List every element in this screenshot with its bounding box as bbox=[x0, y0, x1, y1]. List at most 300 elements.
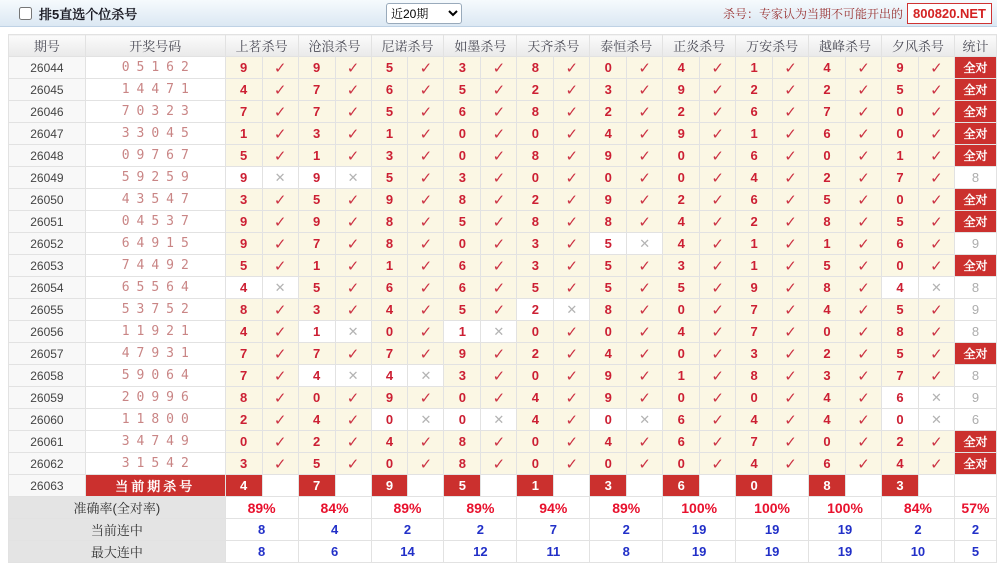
miss-mark-icon: ✕ bbox=[554, 299, 590, 321]
table-row bbox=[9, 123, 997, 145]
kill-number: 3 bbox=[444, 167, 481, 189]
hit-mark-icon: ✓ bbox=[700, 79, 736, 101]
hit-mark-icon: ✓ bbox=[262, 79, 298, 101]
hit-mark-icon: ✓ bbox=[627, 123, 663, 145]
kill-number: 0 bbox=[225, 431, 262, 453]
hit-mark-icon: ✓ bbox=[335, 299, 371, 321]
hit-mark-icon: ✓ bbox=[700, 299, 736, 321]
kill-number: 1 bbox=[298, 321, 335, 343]
table-row bbox=[9, 101, 997, 123]
hit-mark-icon: ✓ bbox=[773, 79, 809, 101]
kill-number: 2 bbox=[225, 409, 262, 431]
kill-number: 0 bbox=[736, 387, 773, 409]
winning-numbers: 43547 bbox=[85, 189, 225, 211]
kill-number: 9 bbox=[590, 189, 627, 211]
period-cell: 26044 bbox=[9, 57, 86, 79]
hit-mark-icon: ✓ bbox=[408, 189, 444, 211]
hit-mark-icon: ✓ bbox=[481, 299, 517, 321]
footer-value: 10 bbox=[881, 541, 954, 563]
miss-mark-icon: ✕ bbox=[335, 167, 371, 189]
kill-number: 2 bbox=[590, 101, 627, 123]
kill-number: 8 bbox=[444, 431, 481, 453]
kill-number: 8 bbox=[517, 101, 554, 123]
kill-number: 4 bbox=[590, 123, 627, 145]
hit-mark-icon: ✓ bbox=[481, 453, 517, 475]
kill-number: 0 bbox=[663, 145, 700, 167]
hit-mark-icon: ✓ bbox=[481, 387, 517, 409]
kill-number: 0 bbox=[663, 299, 700, 321]
hit-mark-icon: ✓ bbox=[846, 189, 882, 211]
table-row bbox=[9, 255, 997, 277]
kill-number: 5 bbox=[444, 79, 481, 101]
kill-number: 0 bbox=[590, 453, 627, 475]
kill-number: 7 bbox=[298, 79, 335, 101]
stat-cell: 全对 bbox=[954, 79, 996, 101]
miss-mark-icon: ✕ bbox=[918, 409, 954, 431]
kill-number: 3 bbox=[663, 255, 700, 277]
miss-mark-icon: ✕ bbox=[918, 387, 954, 409]
kill-number: 7 bbox=[298, 101, 335, 123]
stat-cell: 全对 bbox=[954, 101, 996, 123]
kill-number: 9 bbox=[225, 233, 262, 255]
kill-number: 0 bbox=[371, 409, 408, 431]
kill-number: 2 bbox=[663, 101, 700, 123]
table-row bbox=[9, 277, 997, 299]
kill-number: 6 bbox=[881, 233, 918, 255]
hit-mark-icon: ✓ bbox=[554, 431, 590, 453]
hit-mark-icon: ✓ bbox=[846, 57, 882, 79]
miss-mark-icon: ✕ bbox=[408, 409, 444, 431]
kill-number: 5 bbox=[881, 211, 918, 233]
kill-number: 9 bbox=[444, 343, 481, 365]
kill-number: 2 bbox=[517, 189, 554, 211]
kill-number: 2 bbox=[298, 431, 335, 453]
kill-number: 1 bbox=[736, 123, 773, 145]
current-kill-spacer bbox=[700, 475, 736, 497]
col-header-period: 期号 bbox=[9, 35, 86, 57]
kill-number: 7 bbox=[225, 365, 262, 387]
kill-number: 6 bbox=[736, 145, 773, 167]
kill-number: 9 bbox=[590, 365, 627, 387]
hit-mark-icon: ✓ bbox=[481, 167, 517, 189]
period-cell: 26063 bbox=[9, 475, 86, 497]
hit-mark-icon: ✓ bbox=[554, 409, 590, 431]
kill-number: 1 bbox=[298, 145, 335, 167]
site-watermark: 800820.NET bbox=[907, 3, 992, 24]
kill-number: 9 bbox=[371, 189, 408, 211]
hit-mark-icon: ✓ bbox=[773, 255, 809, 277]
hit-mark-icon: ✓ bbox=[700, 365, 736, 387]
hit-mark-icon: ✓ bbox=[627, 299, 663, 321]
hit-mark-icon: ✓ bbox=[700, 409, 736, 431]
miss-mark-icon: ✕ bbox=[627, 233, 663, 255]
kill-number: 0 bbox=[444, 145, 481, 167]
hit-mark-icon: ✓ bbox=[918, 189, 954, 211]
kill-number: 5 bbox=[298, 453, 335, 475]
footer-row-0 bbox=[9, 497, 997, 519]
col-header-expert-1: 沧浪杀号 bbox=[298, 35, 371, 57]
winning-numbers: 14471 bbox=[85, 79, 225, 101]
hit-mark-icon: ✓ bbox=[700, 277, 736, 299]
kill-number: 4 bbox=[736, 409, 773, 431]
kill-number: 6 bbox=[371, 277, 408, 299]
kill-number: 7 bbox=[736, 321, 773, 343]
current-kill-number: 7 bbox=[298, 475, 335, 497]
kill-number: 5 bbox=[444, 211, 481, 233]
stat-cell: 全对 bbox=[954, 123, 996, 145]
kill-number: 9 bbox=[298, 211, 335, 233]
winning-numbers: 53752 bbox=[85, 299, 225, 321]
hit-mark-icon: ✓ bbox=[408, 277, 444, 299]
kill-number: 4 bbox=[663, 57, 700, 79]
kill-number: 8 bbox=[225, 387, 262, 409]
kill-number: 6 bbox=[736, 189, 773, 211]
hit-mark-icon: ✓ bbox=[700, 321, 736, 343]
hit-mark-icon: ✓ bbox=[408, 57, 444, 79]
stat-cell: 全对 bbox=[954, 145, 996, 167]
current-kill-spacer bbox=[262, 475, 298, 497]
kill-number: 4 bbox=[298, 409, 335, 431]
col-header-expert-0: 上茗杀号 bbox=[225, 35, 298, 57]
kill-number: 6 bbox=[736, 101, 773, 123]
hit-mark-icon: ✓ bbox=[627, 277, 663, 299]
kill-number: 3 bbox=[444, 365, 481, 387]
hit-mark-icon: ✓ bbox=[773, 233, 809, 255]
footer-stat-value: 5 bbox=[954, 541, 996, 563]
hit-mark-icon: ✓ bbox=[481, 189, 517, 211]
stat-cell: 9 bbox=[954, 387, 996, 409]
footer-value: 2 bbox=[590, 519, 663, 541]
footer-value: 89% bbox=[371, 497, 444, 519]
table-row bbox=[9, 365, 997, 387]
kill-number: 4 bbox=[371, 299, 408, 321]
hit-mark-icon: ✓ bbox=[481, 79, 517, 101]
kill-number: 7 bbox=[371, 343, 408, 365]
hit-mark-icon: ✓ bbox=[481, 145, 517, 167]
kill-number: 0 bbox=[663, 453, 700, 475]
kill-number: 0 bbox=[298, 387, 335, 409]
kill-number: 4 bbox=[663, 233, 700, 255]
current-kill-spacer bbox=[335, 475, 371, 497]
hit-mark-icon: ✓ bbox=[408, 453, 444, 475]
table-row bbox=[9, 431, 997, 453]
kill-number: 9 bbox=[225, 57, 262, 79]
table-row bbox=[9, 57, 997, 79]
period-cell: 26050 bbox=[9, 189, 86, 211]
hit-mark-icon: ✓ bbox=[627, 365, 663, 387]
kill-number: 3 bbox=[298, 123, 335, 145]
kill-number: 5 bbox=[298, 189, 335, 211]
period-cell: 26052 bbox=[9, 233, 86, 255]
hit-mark-icon: ✓ bbox=[846, 255, 882, 277]
table-row bbox=[9, 321, 997, 343]
kill-number: 0 bbox=[517, 123, 554, 145]
winning-numbers: 59064 bbox=[85, 365, 225, 387]
period-cell: 26056 bbox=[9, 321, 86, 343]
hit-mark-icon: ✓ bbox=[918, 453, 954, 475]
hit-mark-icon: ✓ bbox=[773, 409, 809, 431]
kill-number: 9 bbox=[590, 145, 627, 167]
current-kill-spacer bbox=[627, 475, 663, 497]
hit-mark-icon: ✓ bbox=[262, 211, 298, 233]
hit-mark-icon: ✓ bbox=[773, 299, 809, 321]
hit-mark-icon: ✓ bbox=[481, 255, 517, 277]
footer-label: 最大连中 bbox=[9, 541, 226, 563]
kill-number: 0 bbox=[590, 321, 627, 343]
kill-number: 3 bbox=[736, 343, 773, 365]
hit-mark-icon: ✓ bbox=[918, 431, 954, 453]
footer-value: 89% bbox=[590, 497, 663, 519]
hit-mark-icon: ✓ bbox=[335, 189, 371, 211]
hit-mark-icon: ✓ bbox=[627, 189, 663, 211]
hit-mark-icon: ✓ bbox=[554, 167, 590, 189]
kill-number: 0 bbox=[809, 145, 846, 167]
hit-mark-icon: ✓ bbox=[481, 101, 517, 123]
footer-value: 19 bbox=[663, 519, 736, 541]
hit-mark-icon: ✓ bbox=[627, 211, 663, 233]
hit-mark-icon: ✓ bbox=[262, 57, 298, 79]
hit-mark-icon: ✓ bbox=[408, 299, 444, 321]
kill-number: 4 bbox=[809, 57, 846, 79]
hit-mark-icon: ✓ bbox=[262, 387, 298, 409]
col-header-expert-4: 天齐杀号 bbox=[517, 35, 590, 57]
period-cell: 26054 bbox=[9, 277, 86, 299]
stat-cell: 8 bbox=[954, 321, 996, 343]
hit-mark-icon: ✓ bbox=[335, 145, 371, 167]
kill-number: 6 bbox=[663, 409, 700, 431]
kill-number: 0 bbox=[517, 321, 554, 343]
hit-mark-icon: ✓ bbox=[627, 453, 663, 475]
table-row bbox=[9, 211, 997, 233]
hit-mark-icon: ✓ bbox=[627, 57, 663, 79]
col-header-stats: 统计 bbox=[954, 35, 996, 57]
kill-number: 0 bbox=[663, 167, 700, 189]
miss-mark-icon: ✕ bbox=[262, 277, 298, 299]
hit-mark-icon: ✓ bbox=[700, 167, 736, 189]
hit-mark-icon: ✓ bbox=[627, 431, 663, 453]
winning-numbers: 11800 bbox=[85, 409, 225, 431]
kill-number: 7 bbox=[225, 101, 262, 123]
table-row bbox=[9, 167, 997, 189]
hit-mark-icon: ✓ bbox=[554, 321, 590, 343]
kill-number: 4 bbox=[809, 299, 846, 321]
current-kill-number: 4 bbox=[225, 475, 262, 497]
period-cell: 26049 bbox=[9, 167, 86, 189]
hit-mark-icon: ✓ bbox=[773, 365, 809, 387]
kill-number: 0 bbox=[444, 409, 481, 431]
winning-numbers: 09767 bbox=[85, 145, 225, 167]
hit-mark-icon: ✓ bbox=[773, 145, 809, 167]
kill-number: 0 bbox=[809, 431, 846, 453]
hit-mark-icon: ✓ bbox=[773, 57, 809, 79]
current-kill-spacer bbox=[918, 475, 954, 497]
winning-numbers: 04537 bbox=[85, 211, 225, 233]
hit-mark-icon: ✓ bbox=[700, 145, 736, 167]
footer-value: 2 bbox=[444, 519, 517, 541]
kill-number: 5 bbox=[371, 167, 408, 189]
kill-number: 9 bbox=[225, 167, 262, 189]
hit-mark-icon: ✓ bbox=[918, 79, 954, 101]
kill-number: 0 bbox=[881, 189, 918, 211]
section-header bbox=[0, 0, 997, 27]
kill-number: 7 bbox=[881, 167, 918, 189]
hit-mark-icon: ✓ bbox=[408, 79, 444, 101]
kill-number: 2 bbox=[736, 79, 773, 101]
period-cell: 26045 bbox=[9, 79, 86, 101]
footer-value: 6 bbox=[298, 541, 371, 563]
current-kill-number: 3 bbox=[881, 475, 918, 497]
table-row bbox=[9, 387, 997, 409]
kill-number: 8 bbox=[809, 211, 846, 233]
kill-number: 9 bbox=[225, 211, 262, 233]
kill-number: 4 bbox=[809, 409, 846, 431]
kill-number: 4 bbox=[517, 387, 554, 409]
hit-mark-icon: ✓ bbox=[481, 277, 517, 299]
current-kill-number: 1 bbox=[517, 475, 554, 497]
stat-cell: 全对 bbox=[954, 431, 996, 453]
hit-mark-icon: ✓ bbox=[262, 145, 298, 167]
kill-number: 9 bbox=[663, 79, 700, 101]
kill-number: 2 bbox=[517, 299, 554, 321]
miss-mark-icon: ✕ bbox=[335, 365, 371, 387]
hit-mark-icon: ✓ bbox=[335, 387, 371, 409]
footer-value: 19 bbox=[736, 541, 809, 563]
miss-mark-icon: ✕ bbox=[918, 277, 954, 299]
hit-mark-icon: ✓ bbox=[700, 189, 736, 211]
hit-mark-icon: ✓ bbox=[335, 101, 371, 123]
hit-mark-icon: ✓ bbox=[700, 343, 736, 365]
hit-mark-icon: ✓ bbox=[918, 167, 954, 189]
table-row bbox=[9, 409, 997, 431]
kill-number: 3 bbox=[444, 57, 481, 79]
kill-number: 4 bbox=[517, 409, 554, 431]
hit-mark-icon: ✓ bbox=[335, 255, 371, 277]
table-row bbox=[9, 79, 997, 101]
table-row bbox=[9, 145, 997, 167]
kill-number: 5 bbox=[663, 277, 700, 299]
footer-value: 8 bbox=[590, 541, 663, 563]
footer-label: 当前连中 bbox=[9, 519, 226, 541]
hit-mark-icon: ✓ bbox=[554, 123, 590, 145]
kill-number-table bbox=[8, 34, 997, 563]
kill-number: 7 bbox=[736, 299, 773, 321]
page-title: 排5直选个位杀号 bbox=[39, 6, 138, 22]
hit-mark-icon: ✓ bbox=[627, 167, 663, 189]
stat-cell: 全对 bbox=[954, 453, 996, 475]
current-kill-number: 3 bbox=[590, 475, 627, 497]
kill-number: 5 bbox=[881, 299, 918, 321]
kill-number: 5 bbox=[371, 57, 408, 79]
kill-number: 8 bbox=[225, 299, 262, 321]
footer-value: 19 bbox=[809, 519, 882, 541]
kill-number: 0 bbox=[809, 321, 846, 343]
hit-mark-icon: ✓ bbox=[262, 255, 298, 277]
hit-mark-icon: ✓ bbox=[700, 255, 736, 277]
miss-mark-icon: ✕ bbox=[627, 409, 663, 431]
hit-mark-icon: ✓ bbox=[918, 211, 954, 233]
kill-number: 1 bbox=[444, 321, 481, 343]
footer-value: 84% bbox=[298, 497, 371, 519]
col-header-expert-5: 泰恒杀号 bbox=[590, 35, 663, 57]
period-cell: 26058 bbox=[9, 365, 86, 387]
hit-mark-icon: ✓ bbox=[481, 123, 517, 145]
winning-numbers: 70323 bbox=[85, 101, 225, 123]
hit-mark-icon: ✓ bbox=[481, 57, 517, 79]
hit-mark-icon: ✓ bbox=[335, 211, 371, 233]
footer-value: 19 bbox=[663, 541, 736, 563]
kill-number: 1 bbox=[298, 255, 335, 277]
kill-number: 4 bbox=[736, 453, 773, 475]
section-checkbox[interactable] bbox=[19, 7, 32, 20]
kill-number: 6 bbox=[881, 387, 918, 409]
period-range-select[interactable] bbox=[386, 3, 462, 24]
col-header-expert-9: 夕风杀号 bbox=[881, 35, 954, 57]
kill-number: 8 bbox=[517, 211, 554, 233]
kill-number: 8 bbox=[736, 365, 773, 387]
kill-number: 2 bbox=[809, 167, 846, 189]
hit-mark-icon: ✓ bbox=[335, 431, 371, 453]
kill-number: 1 bbox=[736, 233, 773, 255]
hit-mark-icon: ✓ bbox=[627, 145, 663, 167]
kill-number: 1 bbox=[225, 123, 262, 145]
kill-number: 9 bbox=[736, 277, 773, 299]
period-cell: 26053 bbox=[9, 255, 86, 277]
stat-cell: 全对 bbox=[954, 211, 996, 233]
footer-row-1 bbox=[9, 519, 997, 541]
winning-numbers: 33045 bbox=[85, 123, 225, 145]
hit-mark-icon: ✓ bbox=[700, 211, 736, 233]
table-row bbox=[9, 343, 997, 365]
hit-mark-icon: ✓ bbox=[846, 343, 882, 365]
col-header-expert-7: 万安杀号 bbox=[736, 35, 809, 57]
winning-numbers: 74492 bbox=[85, 255, 225, 277]
hit-mark-icon: ✓ bbox=[700, 57, 736, 79]
winning-numbers: 64915 bbox=[85, 233, 225, 255]
period-cell: 26059 bbox=[9, 387, 86, 409]
kill-number: 3 bbox=[298, 299, 335, 321]
hit-mark-icon: ✓ bbox=[262, 123, 298, 145]
kill-number: 2 bbox=[809, 79, 846, 101]
footer-row-2 bbox=[9, 541, 997, 563]
hit-mark-icon: ✓ bbox=[627, 101, 663, 123]
kill-number: 4 bbox=[663, 211, 700, 233]
kill-number: 8 bbox=[590, 299, 627, 321]
hit-mark-icon: ✓ bbox=[918, 145, 954, 167]
miss-mark-icon: ✕ bbox=[481, 321, 517, 343]
kill-number: 4 bbox=[736, 167, 773, 189]
footer-value: 2 bbox=[881, 519, 954, 541]
hit-mark-icon: ✓ bbox=[700, 123, 736, 145]
hit-mark-icon: ✓ bbox=[846, 453, 882, 475]
hit-mark-icon: ✓ bbox=[408, 211, 444, 233]
kill-number: 9 bbox=[298, 167, 335, 189]
hit-mark-icon: ✓ bbox=[554, 453, 590, 475]
hit-mark-icon: ✓ bbox=[262, 101, 298, 123]
hit-mark-icon: ✓ bbox=[335, 57, 371, 79]
footer-value: 12 bbox=[444, 541, 517, 563]
current-kill-number: 0 bbox=[736, 475, 773, 497]
kill-number: 9 bbox=[298, 57, 335, 79]
hit-mark-icon: ✓ bbox=[481, 343, 517, 365]
kill-number: 0 bbox=[590, 167, 627, 189]
hit-mark-icon: ✓ bbox=[773, 321, 809, 343]
kill-number: 3 bbox=[517, 233, 554, 255]
stat-cell: 8 bbox=[954, 277, 996, 299]
table-row bbox=[9, 453, 997, 475]
kill-number: 2 bbox=[517, 343, 554, 365]
kill-number: 4 bbox=[881, 453, 918, 475]
kill-number: 5 bbox=[225, 255, 262, 277]
